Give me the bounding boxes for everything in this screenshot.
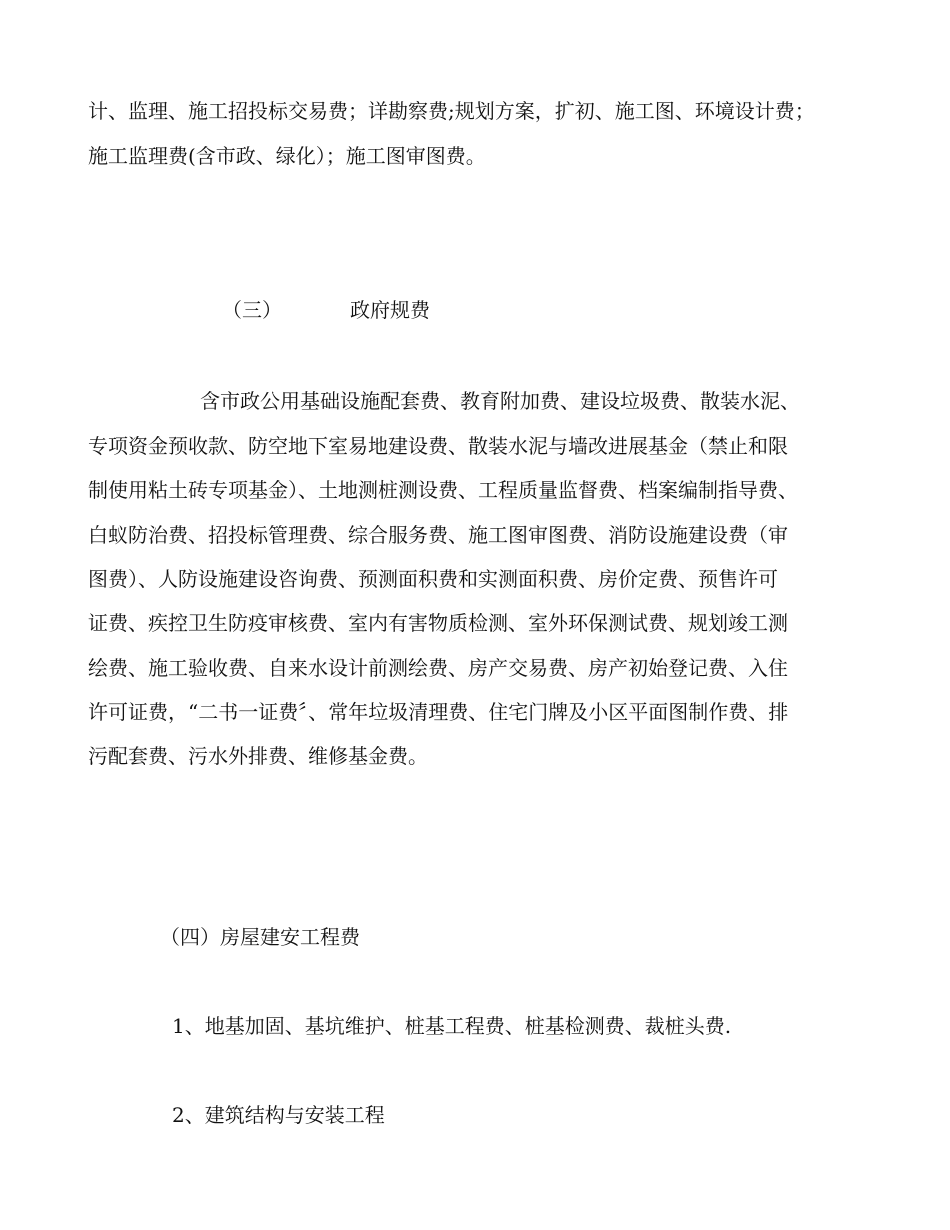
body-line-2: 专项资金预收款、防空地下室易地建设费、散装水泥与墙改进展基金（禁止和限 bbox=[88, 434, 788, 458]
body-line-7: 绘费、施工验收费、自来水设计前测绘费、房产交易费、房产初始登记费、入住 bbox=[88, 656, 788, 680]
body-line-6: 证费、疾控卫生防疫审核费、室内有害物质检测、室外环保测试费、规划竣工测 bbox=[88, 611, 788, 635]
section-4-item-2: 2、建筑结构与安装工程 bbox=[172, 1103, 385, 1127]
body-line-1: 含市政公用基础设施配套费、教育附加费、建设垃圾费、散装水泥、 bbox=[200, 389, 800, 413]
body-line-4: 白蚁防治费、招投标管理费、综合服务费、施工图审图费、消防设施建设费（审 bbox=[88, 523, 788, 547]
intro-line-1: 计、监理、施工招投标交易费；详勘察费;规划方案，扩初、施工图、环境设计费； bbox=[88, 99, 815, 123]
section-4-heading: （四）房屋建安工程费 bbox=[160, 925, 360, 949]
section-4-item-1: 1、地基加固、基坑维护、桩基工程费、桩基检测费、裁桩头费. bbox=[172, 1014, 732, 1038]
body-line-3: 制使用粘土砖专项基金）、土地测桩测设费、工程质量监督费、档案编制指导费、 bbox=[88, 478, 798, 502]
body-line-8: 许可证费，“二书一证费〞、常年垃圾清理费、住宅门牌及小区平面图制作费、排 bbox=[88, 700, 789, 724]
body-line-9: 污配套费、污水外排费、维修基金费。 bbox=[88, 744, 428, 768]
section-3-title: 政府规费 bbox=[350, 298, 430, 322]
section-3-number: （三） bbox=[222, 298, 282, 322]
intro-line-2: 施工监理费(含市政、绿化）；施工图审图费。 bbox=[88, 144, 486, 168]
body-line-5: 图费）、人防设施建设咨询费、预测面积费和实测面积费、房价定费、预售许可 bbox=[88, 567, 778, 591]
